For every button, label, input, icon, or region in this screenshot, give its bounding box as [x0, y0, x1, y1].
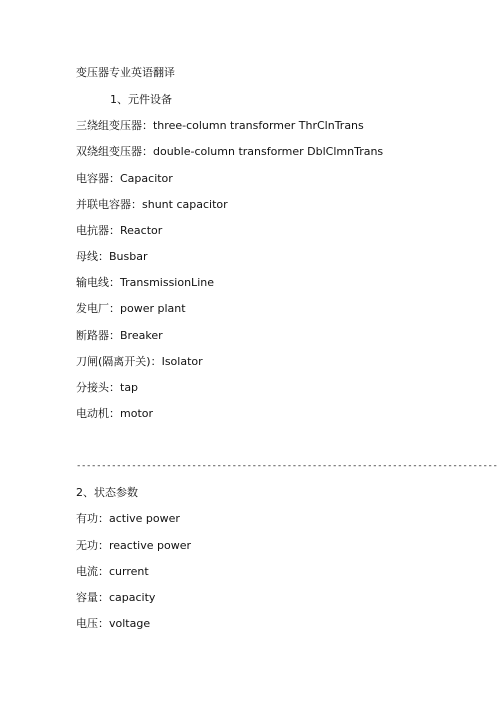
- term-item: 电动机：motor: [76, 407, 154, 420]
- section-1-heading: 1、元件设备: [110, 93, 172, 106]
- term-item: 刀闸(隔离开关)：Isolator: [76, 355, 203, 368]
- term-item: 母线：Busbar: [76, 250, 148, 263]
- term-item: 有功：active power: [76, 512, 180, 525]
- section-2-heading: 2、状态参数: [76, 486, 138, 499]
- term-item: 三绕组变压器：three-column transformer ThrClnTrans: [76, 119, 364, 132]
- term-item: 无功：reactive power: [76, 539, 191, 552]
- term-item: 发电厂：power plant: [76, 302, 186, 315]
- term-item: 断路器：Breaker: [76, 329, 163, 342]
- term-item: 双绕组变压器：double-column transformer DblClmnTrans: [76, 145, 384, 158]
- term-item: 电抗器：Reactor: [76, 224, 163, 237]
- section-divider: ------------------------------------------------------------------------------------: [76, 461, 498, 471]
- term-item: 电流：current: [76, 565, 149, 578]
- term-item: 电压：voltage: [76, 617, 151, 630]
- term-item: 容量：capacity: [76, 591, 156, 604]
- term-item: 输电线：TransmissionLine: [76, 276, 214, 289]
- term-item: 电容器：Capacitor: [76, 172, 173, 185]
- term-item: 并联电容器：shunt capacitor: [76, 198, 228, 211]
- term-item: 分接头：tap: [76, 381, 139, 394]
- document-title: 变压器专业英语翻译: [76, 66, 175, 79]
